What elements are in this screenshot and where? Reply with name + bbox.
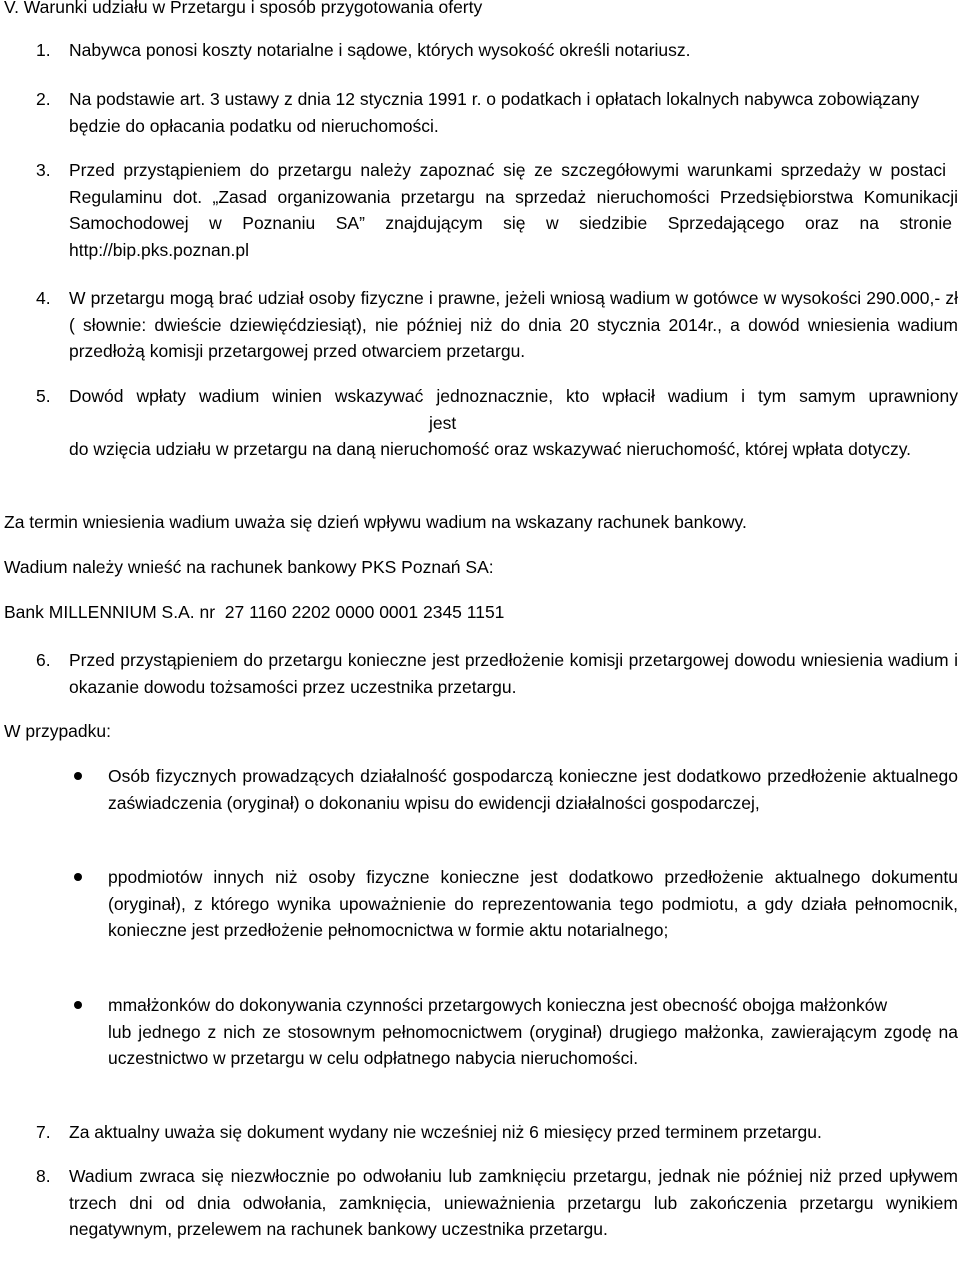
bullet-text: ppodmiotów innych niż osoby fizyczne konieczne jest dodatkowo przedłożenie aktualnego dokumentu (oryginał), z którego wynika upoważnienie do reprezentowania tego podmiotu, a gdy działa pełnomocnik, konieczne jest przedłożenie pełnomocnictwa w formie aktu notarialnego; bbox=[108, 867, 958, 940]
bullet-text-part: lub jednego z nich ze stosownym pełnomocnictwem (oryginał) drugiego małżonka, zawierającym zgodę na uczestnictwo w przetargu w celu odpłatnego nabycia nieruchomości. bbox=[108, 1021, 958, 1068]
list-item-3 bbox=[36, 157, 958, 263]
item-text bbox=[69, 383, 958, 463]
item-text bbox=[69, 157, 958, 263]
item-text: W przetargu mogą brać udział osoby fizyczne i prawne, jeżeli wniosą wadium w gotówce w wysokości 290.000,- zł ( słownie: dwieście dziewięćdziesiąt), nie później niż do dnia 20 stycznia 2014r., a dowód wniesienia wadium przedłożą komisji przetargowej przed otwarciem przetargu. bbox=[69, 288, 958, 361]
item-text-part: Przed przystąpieniem do przetargu należy zapoznać się ze szczegółowymi warunkami sprzedaży w postaci bbox=[69, 160, 946, 180]
bullet-text: Osób fizycznych prowadzących działalność gospodarczą konieczne jest dodatkowo przedłożenie aktualnego zaświadczenia (oryginał) o dokonaniu wpisu do ewidencji działalności gospodarczej, bbox=[108, 766, 958, 813]
item-number: 6. bbox=[36, 650, 51, 670]
bip-link[interactable]: http://bip.pks.poznan.pl bbox=[69, 239, 249, 260]
bank-account bbox=[4, 599, 954, 626]
list-item-5 bbox=[36, 383, 958, 463]
item-number: 2. bbox=[36, 89, 51, 109]
bullet-icon bbox=[74, 873, 82, 881]
bullet-item-3 bbox=[108, 992, 958, 1072]
item-number: 5. bbox=[36, 386, 51, 406]
item-text: Na podstawie art. 3 ustawy z dnia 12 stycznia 1991 r. o podatkach i opłatach lokalnych nabywca zobowiązany będzie do opłacania podatku od nieruchomości. bbox=[69, 89, 920, 136]
account-intro: Wadium należy wnieść na rachunek bankowy PKS Poznań SA: bbox=[4, 557, 494, 577]
bullet-text bbox=[108, 992, 958, 1072]
case-heading: W przypadku: bbox=[4, 721, 111, 741]
item-number: 1. bbox=[36, 40, 51, 60]
item-text: Nabywca ponosi koszty notarialne i sądowe, których wysokość określi notariusz. bbox=[69, 40, 691, 60]
list-item-7 bbox=[36, 1119, 958, 1146]
bullet-item-1 bbox=[108, 763, 958, 816]
item-number: 4. bbox=[36, 288, 51, 308]
item-text-part: Regulaminu dot. „Zasad organizowania przetargu na sprzedaż nieruchomości Przedsiębiorstwa Komunikacji Samochodowej w Poznaniu SA” znajdującym się w siedzibie Sprzedającego oraz na stronie bbox=[69, 186, 958, 233]
bullet-text-part: mmałżonków do dokonywania czynności przetargowych konieczna jest obecność obojga małżonków bbox=[108, 995, 888, 1015]
list-item-1 bbox=[36, 37, 958, 64]
item-text-part: Dowód wpłaty wadium winien wskazywać jednoznacznie, kto wpłacił wadium i tym samym uprawniony bbox=[69, 386, 958, 406]
item-text: Przed przystąpieniem do przetargu konieczne jest przedłożenie komisji przetargowej dowodu wniesienia wadium i okazanie dowodu tożsamości przez uczestnika przetargu. bbox=[69, 650, 958, 697]
list-item-8 bbox=[36, 1163, 958, 1243]
item-text-part: do wzięcia udziału w przetargu na daną nieruchomość oraz wskazywać nieruchomość, której wpłata dotyczy. bbox=[69, 439, 912, 459]
bullet-item-2 bbox=[108, 864, 958, 944]
section-heading: V. Warunki udziału w Przetargu i sposób przygotowania oferty bbox=[4, 0, 483, 17]
item-number: 7. bbox=[36, 1122, 51, 1142]
list-item-2 bbox=[36, 86, 949, 139]
bank-name: Bank MILLENNIUM S.A. nr bbox=[4, 602, 216, 622]
bank-account-number: 27 1160 2202 0000 0001 2345 1151 bbox=[224, 602, 505, 622]
item-text: Za aktualny uważa się dokument wydany nie wcześniej niż 6 miesięcy przed terminem przetargu. bbox=[69, 1122, 822, 1142]
item-number: 3. bbox=[36, 160, 51, 180]
item-number: 8. bbox=[36, 1166, 51, 1186]
term-paragraph: Za termin wniesienia wadium uważa się dzień wpływu wadium na wskazany rachunek bankowy. bbox=[4, 512, 747, 532]
list-item-4 bbox=[36, 285, 958, 365]
list-item-6 bbox=[36, 647, 958, 700]
bullet-icon bbox=[74, 772, 82, 780]
item-text: Wadium zwraca się niezwłocznie po odwołaniu lub zamknięciu przetargu, jednak nie później niż przed upływem trzech dni od dnia odwołania, zamknięcia, unieważnienia przetargu lub zakończenia przetargu wynikiem negatywnym, przelewem na rachunek bankowy uczestnika przetargu. bbox=[69, 1166, 958, 1239]
item-text-part: jest bbox=[429, 412, 457, 433]
bullet-icon bbox=[74, 1001, 82, 1009]
